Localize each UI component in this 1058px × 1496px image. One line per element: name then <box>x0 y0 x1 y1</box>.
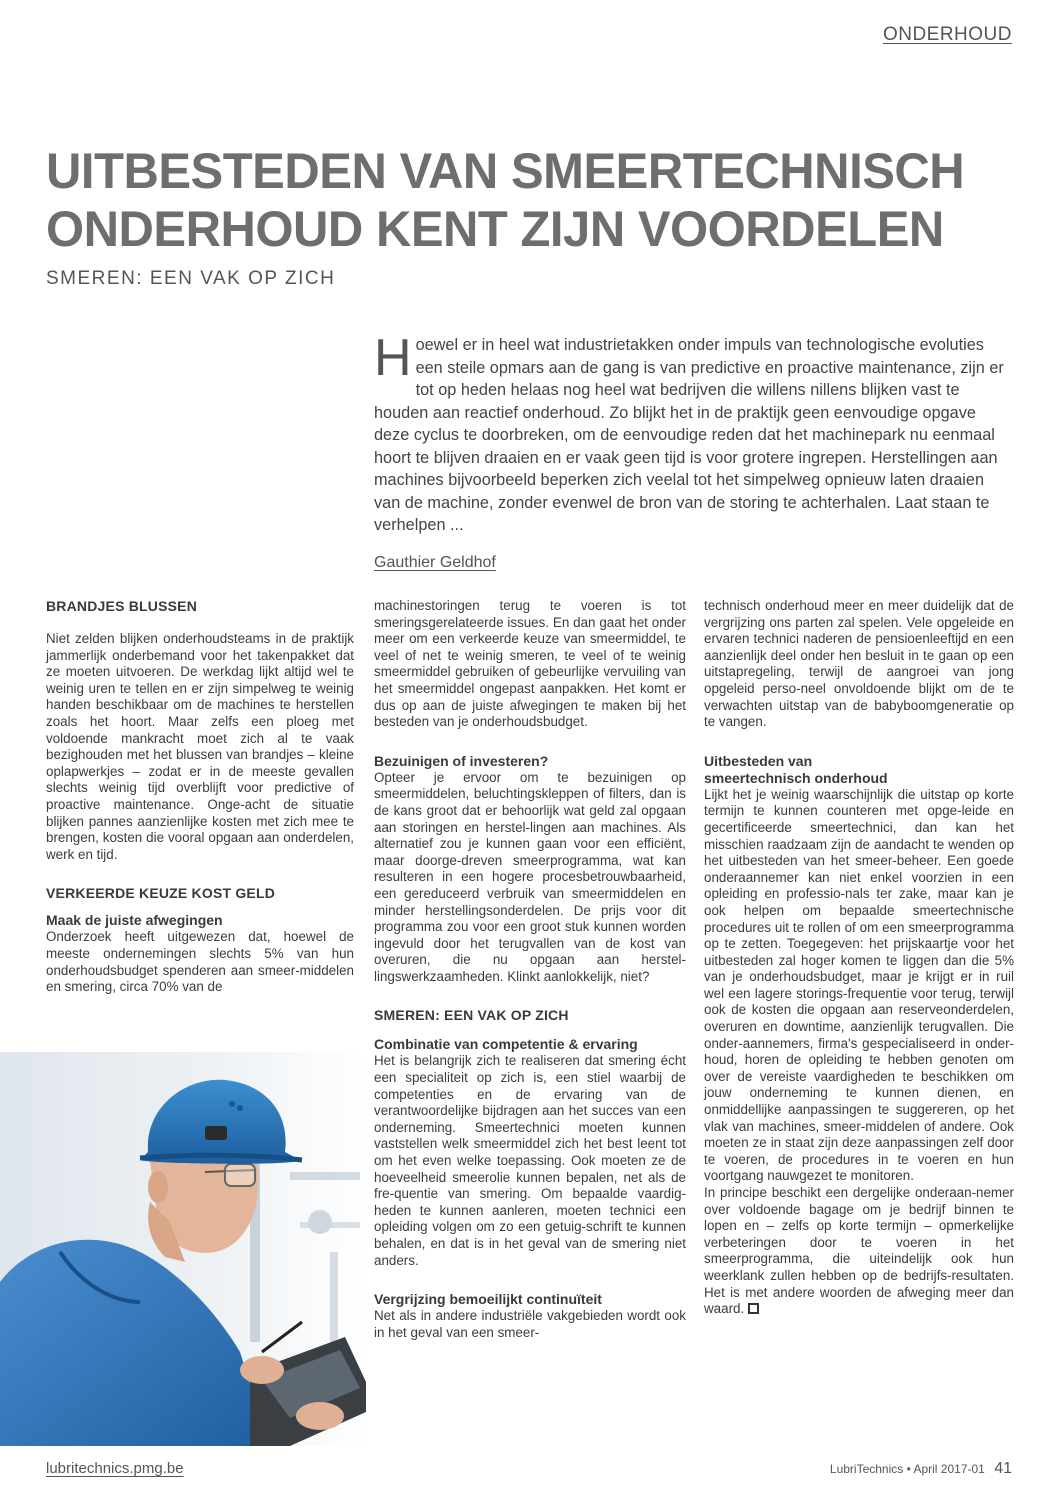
title-line-1: UITBESTEDEN VAN SMEERTECHNISCH <box>46 143 965 199</box>
paragraph-brandjes: Niet zelden blijken onderhoudsteams in de praktijk jammerlijk onderbemand voor het takenpakket dat ze moeten uitvoeren. De werkdag lijkt altijd wel te weinig uren te tellen en er zijn simpelweg te weinig handen beschikbaar om de machines te herstellen zoals het hoort. Maar zelfs een ploeg met voldoende mankracht moet zich al te vaak bezighouden met het blussen van brandjes – kleine oplapwerkjes – zodat er in de meeste gevallen slechts weinig tijd overblijft voor predictive of proactive maintenance. Onge-acht de situatie blijken pannes aanzienlijke kosten met zich mee te brengen, kosten die vooral opgaan aan onderdelen, werk en tijd. <box>46 631 354 862</box>
heading-verkeerde-keuze: VERKEERDE KEUZE KOST GELD <box>46 885 276 902</box>
paragraph-uitbesteden: Lijkt het je weinig waarschijnlijk die uitstap op korte termijn te kunnen counteren met opge-leide en gecertificeerde smeertechnici, dan kan het misschien raadzaam zijn de aandacht te wenden op het uitbesteden van het smeer-beheer. Een goede onderaannemer kan niet enkel voorzien in een opleiding en professio-nals ter zake, maar kan je ook helpen om bepaalde smeertechnische procedures uit te rollen of om een smeerprogramma op te zetten. Toegegeven: het prijskaartje voor het uitbesteden zal hoger komen te liggen dan die 5% van je onderhoudsbudget, maar je krijgt er in ruil wel een lagere storings-frequentie voor terug, terwijl ook de kosten die opgaan aan reserveonderdelen, overuren en downtime, aanzienlijk terugvallen. Die onder-aannemers, firma's gespecialiseerd in onder-houd, horen de opleiding te hebben genoten om over de vereiste vaardigheden te beschikken om jouw onderneming te kunnen dienen, en onmiddellijke aanpassingen te suggereren, op het vlak van machines, smeer-middelen of andere. Ook moeten ze in staat zijn deze aanpassingen zelf door te voeren, de procedures in te voeren en hun voortgang nauwgezet te monitoren. <box>704 786 1014 1184</box>
heading-smeren-vak: SMEREN: EEN VAK OP ZICH <box>374 1007 569 1024</box>
technician-photo <box>0 1052 366 1446</box>
author-byline: Gauthier Geldhof <box>374 554 496 571</box>
footer-website-link[interactable]: lubritechnics.pmg.be <box>46 1460 184 1477</box>
intro-paragraph <box>374 329 1010 537</box>
paragraph-vergrijzing: Net als in andere industriële vakgebieden wordt ook in het geval van een smeer- <box>374 1308 686 1340</box>
subheading-uitbesteden-line2: smeertechnisch onderhoud <box>704 769 888 786</box>
paragraph-combinatie: Het is belangrijk zich te realiseren dat smering écht een specialiteit op zich is, een stiel waarbij de competenties en de ervaring van de verantwoordelijke bijdragen aan het succes van een onderneming. Smeertechnici moeten kunnen vaststellen welk smeermiddel zich het best leent tot om het even welke toepassing. Ook moeten ze de hoeveelheid smeerolie kunnen bepalen, net als de fre-quentie van smering. Om bepaalde vaardig-heden te kunnen aanleren, moeten technici een opleiding volgen om zo een getuig-schrift te kunnen behalen, en dat is in het geval van de smering niet anders. <box>374 1053 686 1268</box>
column-1 <box>46 598 354 996</box>
subheading-bezuinigen: Bezuinigen of investeren? <box>374 752 549 769</box>
paragraph-principe <box>704 1185 1014 1318</box>
intro-text: oewel er in heel wat industrietakken onder impuls van technologische evoluties een steile opmars aan de gang is van predictive en proactive maintenance, zijn er tot op heden helaas nog heel wat bedrijven die willens nillens blijken vast te houden aan reactief onderhoud. Zo blijkt het in de praktijk geen eenvoudige opgave deze cyclus te doorbreken, om de eenvoudige reden dat het machinepark nu eenmaal hoort te blijven draaien en er vaak geen tijd is voor grotere ingrepen. Herstellingen aan machines bijvoorbeeld beperken zich veelal tot het simpelweg opnieuw laten draaien van de machine, zonder evenwel de bron van de storing te achterhalen. Laat staan te verhelpen ... <box>374 336 1004 534</box>
subheading-combinatie: Combinatie van competentie & ervaring <box>374 1036 638 1053</box>
section-label: ONDERHOUD <box>882 24 1012 45</box>
subheading-vergrijzing: Vergrijzing bemoeilijkt continuïteit <box>374 1291 602 1308</box>
article-title <box>46 142 1006 258</box>
drop-cap: H <box>374 329 412 387</box>
column-3 <box>704 598 1014 1318</box>
paragraph-bezuinigen: Opteer je ervoor om te bezuinigen op smeermiddelen, beluchtingskleppen of filters, dan is de kans groot dat er behoorlijk wat geld zal opgaan aan storingen en herstel-lingen aan machines. Als alternatief zou je kunnen gaan voor een efficiënt, maar doorge-dreven smeerprogramma, wat kan resulteren in een hogere procesbetrouwbaarheid, een gereduceerd verbruik van smeermiddelen en minder herstellingsonderdelen. De prijs voor dit programma zou voor een groot stuk kunnen worden ingevuld door het terugvallen van de kost van overuren, die nu opgaan aan herstel-lingswerkzaamheden. Klinkt aanlokkelijk, niet? <box>374 769 686 984</box>
paragraph-principe-text: In principe beschikt een dergelijke onderaan-nemer over voldoende bagage om je bedrijf binnen te lopen en – zelfs op korte termijn – opmerkelijke verbeteringen door te voeren in het smeerprogramma, die uiteindelijk ook hun weerklank zullen hebben op de bedrijfs-resultaten. Het is met andere woorden de afweging meer dan waard. <box>704 1185 1014 1317</box>
article-subtitle: SMEREN: EEN VAK OP ZICH <box>46 268 336 289</box>
page-number: 41 <box>994 1460 1012 1477</box>
paragraph-continued-col2: machinestoringen terug te voeren is tot smeringsgerelateerde issues. En dan gaat het onder meer om een verkeerde keuze van smeermiddel, te veel of net te weinig smeren, te veel of te weinig smeermiddel gebruiken of gebeurlijke vervuiling van het smeermiddel ongepast aanpakken. Het komt er dus op aan de juiste afwegingen te maken bij het besteden van je onderhoudsbudget. <box>374 598 686 730</box>
footer-publication <box>830 1460 1012 1478</box>
column-2 <box>374 598 686 1341</box>
paragraph-afwegingen: Onderzoek heeft uitgewezen dat, hoewel de meeste ondernemingen slechts 5% van hun onderhoudsbudget spenderen aan smeer-middelen en smering, circa 70% van de <box>46 929 354 995</box>
subheading-uitbesteden-line1: Uitbesteden van <box>704 752 813 769</box>
paragraph-continued-col3: technisch onderhoud meer en meer duidelijk dat de vergrijzing ons parten zal spelen. Vele opgeleide en ervaren technici naderen de pensioenleeftijd en een aanzienlijk deel onder hen besluit in te gaan op een uitstapregeling, terwijl de aangroei van jong opgeleid perso-neel onvoldoende blijkt om de te verwachten uitstap van de babyboomgeneratie op te vangen. <box>704 598 1014 730</box>
footer-publication-name: LubriTechnics • April 2017-01 <box>829 1462 985 1476</box>
title-line-2: ONDERHOUD KENT ZIJN VOORDELEN <box>46 201 944 257</box>
end-of-article-square-icon <box>748 1303 759 1314</box>
subheading-uitbesteden <box>704 753 1014 787</box>
subheading-afwegingen: Maak de juiste afwegingen <box>46 912 223 929</box>
heading-brandjes-blussen: BRANDJES BLUSSEN <box>46 598 197 614</box>
